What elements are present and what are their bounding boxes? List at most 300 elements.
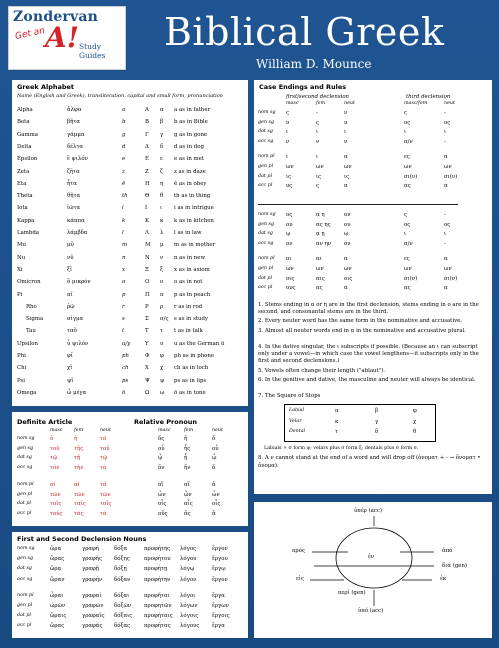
rule-text: Vowels often change their length ("ablaut"). <box>264 367 385 374</box>
case-row-label: dat sg <box>258 129 273 135</box>
alphabet-cell: β <box>160 119 164 126</box>
case-ending: ων <box>344 266 352 272</box>
article-form: τῶν <box>100 491 111 498</box>
relative-form: οἷς <box>158 501 167 507</box>
alphabet-cell: ps <box>122 377 129 384</box>
noun-row-label: gen sg <box>17 556 34 562</box>
alphabet-cell: Delta <box>17 143 32 150</box>
noun-form: προφῆται <box>144 592 170 599</box>
alphabet-cell: th as in thing <box>174 193 211 200</box>
alphabet-cell: p <box>122 291 126 298</box>
case-ending: ι <box>316 129 319 136</box>
case-col-header: neut <box>444 101 455 106</box>
stops-cell: κ <box>335 418 339 425</box>
prep-apo: ἀπό <box>442 548 453 554</box>
case-ending: α/ν <box>404 240 413 247</box>
case-row-label: acc sg <box>258 138 274 144</box>
noun-form: προφήτην <box>144 576 171 583</box>
alphabet-cell: ω <box>160 389 165 396</box>
relative-form: ἅ <box>212 482 216 488</box>
alphabet-cell: Ν <box>145 254 150 261</box>
alphabet-cell: t as in talk <box>174 328 203 335</box>
stops-cell: π <box>335 408 339 415</box>
alphabet-cell: Ω <box>145 389 150 396</box>
alphabet-cell: κάππα <box>67 217 85 224</box>
alphabet-cell: t <box>122 328 125 335</box>
case-ending: ων <box>316 266 324 272</box>
case-ending: ι <box>286 154 289 161</box>
alphabet-cell: r as in rod <box>174 303 203 310</box>
alphabet-cell: l as in law <box>174 230 202 236</box>
case-row-label: nom pl <box>258 154 275 160</box>
relative-form: ᾧ <box>158 455 163 461</box>
alphabet-cell: Mu <box>17 242 26 249</box>
case-ending: ας <box>404 183 411 190</box>
case-ending: ος <box>444 119 451 126</box>
alphabet-cell: Σ <box>145 316 149 323</box>
alphabet-cell: υ <box>160 340 164 347</box>
alphabet-cell: ph as in phone <box>174 353 215 359</box>
rule-text: In the dative singular, the ι subscripts if possible. (Because an ι can subscript only under a vowel—in which case the vowel lengthens—it subscripts only in the first and second declensions.) <box>258 344 479 365</box>
noun-row-label: gen pl <box>17 603 33 608</box>
relative-form: ἅς <box>184 510 191 517</box>
noun-form: ὥραν <box>50 576 65 583</box>
case-group-first-second: first/second declension <box>286 94 350 100</box>
prep-dia: διά (gen) <box>442 563 468 569</box>
case-ending: ῳ <box>286 231 291 238</box>
alphabet-cell: ῥῶ <box>67 303 75 310</box>
relative-form: αἵ <box>184 482 190 488</box>
case-ending: ν <box>344 138 348 145</box>
noun-form: ἔργον <box>212 546 228 552</box>
article-row-label: acc pl <box>17 510 32 516</box>
rule-number: 8. <box>258 455 265 462</box>
alphabet-cell: e <box>122 156 126 163</box>
relative-form: ἥν <box>184 464 191 471</box>
prep-hyper: ὑπέρ (acc) <box>354 508 382 514</box>
case-ending: ος <box>444 221 451 228</box>
relative-form: ἥ <box>184 436 188 442</box>
case-ending: ι <box>286 129 289 136</box>
alphabet-cell: ἰῶτα <box>67 205 81 212</box>
page-title: Biblical Greek <box>164 10 445 54</box>
noun-form: γραφαί <box>82 592 102 599</box>
relative-col-header: masc <box>158 428 171 433</box>
noun-form: ἔργῳ <box>212 566 226 573</box>
case-ending: α η <box>316 212 325 218</box>
case-ending: ι <box>344 129 347 136</box>
nouns-panel <box>12 532 248 638</box>
case-endings-panel <box>254 80 492 494</box>
article-form: τῇ <box>74 455 81 461</box>
alphabet-cell: Δ <box>145 143 149 150</box>
alphabet-cell: Kappa <box>17 217 35 224</box>
stops-cell: Labial <box>289 408 305 414</box>
noun-form: γραφῇ <box>82 566 100 573</box>
alphabet-cell: λάμβδα <box>67 230 88 236</box>
case-ending: - <box>444 240 446 247</box>
noun-form: γραφή <box>82 546 100 552</box>
alphabet-cell: n as in new <box>174 254 206 261</box>
rule-item <box>258 344 486 366</box>
alphabet-cell: Beta <box>17 119 30 126</box>
case-row-label: acc pl <box>258 285 273 291</box>
alphabet-cell: Κ <box>145 217 150 224</box>
case-row-label: acc pl <box>258 183 273 189</box>
relative-form: ἅ <box>212 510 216 517</box>
article-form: τήν <box>74 464 84 471</box>
case-row-label: gen pl <box>258 266 274 271</box>
alphabet-cell: k <box>122 217 126 224</box>
noun-form: δόξα <box>114 546 128 552</box>
noun-form: δόξας <box>114 623 131 630</box>
relative-form: οὕς <box>158 510 168 517</box>
case-ending: υ <box>344 119 348 126</box>
noun-row-label: acc pl <box>17 623 32 629</box>
alphabet-cell: ζῆτα <box>67 168 80 175</box>
alphabet-cell: Μ <box>145 242 151 249</box>
alphabet-cell: d <box>122 143 126 150</box>
case-ending: ας <box>316 285 323 292</box>
case-ending: ων <box>444 164 452 170</box>
case-ending: ες <box>404 256 410 263</box>
case-ending: ς <box>316 183 320 190</box>
alphabet-cell: th <box>122 193 128 200</box>
noun-form: ἔργον <box>212 576 228 583</box>
case-col-header: fem <box>316 101 326 106</box>
alphabet-cell: ps as in lips <box>174 377 207 384</box>
alphabet-cell: πῖ <box>67 291 73 298</box>
case-ending: ες <box>404 154 410 161</box>
article-form: τοῖς <box>100 501 112 507</box>
case-ending: ου <box>344 221 351 228</box>
case-ending: οις <box>286 275 295 282</box>
rule-number: 7. <box>258 393 265 400</box>
stops-cell: φ <box>413 408 417 415</box>
article-row-label: dat sg <box>17 455 32 460</box>
article-form: τῶν <box>50 491 61 498</box>
case-ending: ους <box>286 285 296 292</box>
noun-form: προφητῶν <box>144 603 172 609</box>
case-col-header: neut <box>344 101 355 106</box>
noun-form: γραφαῖς <box>82 613 105 620</box>
rule-text: A ν cannot stand at the end of a word and will drop off (ὀνοματ + - → ὄνοματ • ὄνομα). <box>258 455 481 469</box>
article-form: τούς <box>50 510 63 517</box>
case-ending: ι <box>404 231 407 238</box>
rule-text: In the genitive and dative, the masculine and neuter will always be identical. <box>264 376 476 383</box>
case-ending: ων <box>444 266 452 272</box>
article-form: ταῖς <box>74 501 86 507</box>
alphabet-cell: a as in father <box>174 107 211 113</box>
alphabet-cell: Lambda <box>17 230 40 236</box>
stops-cell: θ <box>413 429 417 436</box>
noun-form: δοξῶν <box>114 603 132 609</box>
case-ending: σι(ν) <box>444 275 458 282</box>
case-ending: ας <box>404 285 411 292</box>
alphabet-cell: ō <box>122 389 126 396</box>
alphabet-cell: l <box>122 230 124 236</box>
case-ending: α <box>444 183 448 190</box>
noun-form: ἔργοις <box>212 613 230 620</box>
relative-form: ὧν <box>184 491 192 498</box>
alphabet-cell: βῆτα <box>67 119 80 126</box>
nouns-title: First and Second Declension Nouns <box>17 535 147 543</box>
case-ending: ις <box>344 173 350 180</box>
case-ending: - <box>444 110 446 116</box>
greek-alphabet-panel <box>12 80 248 406</box>
noun-form: ὥρας <box>50 623 65 630</box>
relative-col-header: neut <box>212 428 223 433</box>
article-pronoun-panel <box>12 412 248 526</box>
case-ending: ς <box>316 119 320 126</box>
rule-item <box>258 455 486 469</box>
alphabet-cell: Tau <box>26 328 36 335</box>
relative-col-header: fem <box>184 428 194 433</box>
noun-form: ὥρᾳ <box>50 566 62 573</box>
alphabet-cell: Rho <box>26 303 37 310</box>
article-row-label: nom pl <box>17 482 34 487</box>
alphabet-cell: Chi <box>17 365 27 372</box>
case-ending: ς <box>404 110 408 116</box>
case-ending: οις <box>344 275 353 282</box>
relative-form: αἷς <box>184 501 193 507</box>
article-form: τῷ <box>50 455 58 461</box>
alphabet-cell: Gamma <box>17 131 38 138</box>
alphabet-cell: Β <box>145 119 149 126</box>
noun-form: ὥραις <box>50 613 67 620</box>
prep-peri: περί (gen) <box>338 590 366 596</box>
alphabet-cell: ō as in tone <box>174 389 206 396</box>
noun-form: ὥρας <box>50 556 65 563</box>
case-group-third: third declension <box>406 94 451 100</box>
alphabet-cell: Psi <box>17 377 25 384</box>
alphabet-cell: Α <box>145 107 149 113</box>
case-ending: υ <box>286 119 290 126</box>
case-ending: ον <box>344 212 351 218</box>
alphabet-cell: δέλτα <box>67 143 84 150</box>
article-form: τάς <box>74 510 84 517</box>
stops-cell: δ <box>375 429 379 436</box>
prep-eis: εἰς <box>296 576 304 582</box>
alphabet-cell: ρ <box>160 303 164 310</box>
logo-a: A! <box>45 21 80 54</box>
alphabet-cell: i as in intrigue <box>174 205 214 212</box>
case-ending: ος <box>404 119 411 126</box>
noun-form: λόγοι <box>180 592 196 599</box>
alphabet-cell: Υ <box>145 340 149 347</box>
alphabet-cell: e as in met <box>174 156 204 163</box>
alphabet-cell: μῦ <box>67 242 74 249</box>
logo-get-an: Get an <box>14 25 46 43</box>
case-ending: σι(ν) <box>404 275 418 282</box>
rule-item <box>258 328 486 335</box>
alphabet-cell: τ <box>160 328 163 335</box>
case-ending: ν <box>344 110 348 116</box>
rule-item <box>258 368 486 375</box>
case-ending: ος <box>404 221 411 228</box>
noun-form: ὥρα <box>50 546 62 552</box>
alphabet-cell: Iota <box>17 205 28 212</box>
article-row-label: gen pl <box>17 491 33 497</box>
relative-form: οὗ <box>212 445 219 452</box>
relative-form: ὧν <box>158 491 166 498</box>
noun-form: ἔργων <box>212 603 229 609</box>
article-row-label: nom sg <box>17 436 35 441</box>
alphabet-cell: u as the German ü <box>174 340 225 347</box>
case-ending: οι <box>286 256 292 263</box>
article-col-header: fem <box>74 428 84 433</box>
alphabet-cell: ἦτα <box>67 180 77 187</box>
case-ending: ς <box>404 212 408 218</box>
alphabet-cell: Ψ <box>145 377 150 384</box>
case-ending: α <box>344 183 348 190</box>
noun-row-label: acc sg <box>17 576 33 582</box>
rule-item <box>258 318 486 325</box>
alphabet-cell: ν <box>160 254 164 261</box>
noun-form: λόγῳ <box>180 566 195 573</box>
case-ending: ον <box>286 240 293 247</box>
alphabet-cell: Eta <box>17 180 27 187</box>
alphabet-cell: σίγμα <box>67 316 84 323</box>
noun-form: γραφήν <box>82 576 103 583</box>
prep-hypo: ὑπό (acc) <box>358 608 384 614</box>
article-form: τό <box>100 464 107 471</box>
alphabet-cell: d as in dog <box>174 143 204 150</box>
relative-pronoun-title: Relative Pronoun <box>134 418 198 426</box>
noun-form: ἔργου <box>212 556 228 563</box>
alphabet-cell: u/y <box>122 340 131 347</box>
article-row-label: gen sg <box>17 445 34 451</box>
case-ending: ι <box>404 129 407 136</box>
alphabet-cell: Γ <box>145 131 149 138</box>
noun-form: προφήτης <box>144 546 171 552</box>
noun-row-label: nom pl <box>17 592 34 598</box>
rule-text: Every neuter word has the same form in the nominative and accusative. <box>264 318 463 325</box>
alphabet-cell: m as in mother <box>174 242 216 249</box>
case-ending: α/ν <box>404 138 413 145</box>
alphabet-cell: ch as in loch <box>174 365 209 372</box>
stops-cell: Velar <box>289 418 302 424</box>
alphabet-cell: μ <box>160 242 164 249</box>
case-ending: ου <box>286 221 293 228</box>
alphabet-cell: Sigma <box>26 316 44 323</box>
relative-form: οὗ <box>158 445 165 452</box>
alphabet-cell: Ζ <box>145 168 149 175</box>
alphabet-cell: i <box>122 205 124 212</box>
noun-form: λόγων <box>180 603 198 609</box>
noun-row-label: dat pl <box>17 613 31 619</box>
alphabet-cell: η <box>160 180 164 187</box>
alphabet-cell: π <box>160 291 164 298</box>
article-form: τά <box>100 482 107 488</box>
stops-cell: Dental <box>289 429 306 435</box>
case-ending: ων <box>316 164 324 170</box>
alphabet-cell: Λ <box>145 230 149 236</box>
case-col-header: masc/fem <box>404 101 428 106</box>
prepositions-panel <box>254 502 492 638</box>
alphabet-cell: Η <box>145 180 150 187</box>
case-ending: ᾳ ῃ <box>316 231 325 238</box>
noun-form: ὧραι <box>50 592 64 599</box>
alphabet-cell: g as in gone <box>174 131 208 138</box>
alphabet-cell: b <box>122 119 126 126</box>
prep-ek: ἐκ <box>440 576 447 582</box>
case-ending: ι <box>316 154 319 161</box>
article-form: οἱ <box>50 482 56 488</box>
case-ending: ον <box>344 240 351 247</box>
rule-number: 2. <box>258 318 265 325</box>
alphabet-cell: φῖ <box>67 353 73 359</box>
alphabet-cell: θ <box>160 193 164 200</box>
case-row-label: dat pl <box>258 173 272 179</box>
relative-form: ἧς <box>184 445 191 452</box>
alphabet-cell: Nu <box>17 254 26 261</box>
prep-pros: πρός <box>292 548 305 554</box>
alphabet-cell: z <box>122 168 125 175</box>
alphabet-cell: ο <box>160 279 164 286</box>
alphabet-cell: λ <box>160 230 164 236</box>
alphabet-cell: Χ <box>145 365 149 372</box>
case-ending: α <box>344 285 348 292</box>
logo-brand: Zondervan <box>13 9 98 25</box>
rule-number: 4. <box>258 344 265 350</box>
alphabet-cell: ε <box>160 156 163 163</box>
alphabet-cell: Phi <box>17 353 26 359</box>
noun-form: δόξαις <box>114 613 133 620</box>
alphabet-cell: Theta <box>17 193 33 200</box>
alphabet-cell: ψῖ <box>67 377 74 384</box>
relative-form: οἷς <box>212 501 221 507</box>
stops-cell: γ <box>375 418 379 425</box>
author-name: William D. Mounce <box>256 57 372 71</box>
alphabet-cell: r <box>122 303 125 310</box>
case-ending: ων <box>404 266 412 272</box>
alphabet-cell: ph <box>122 353 129 359</box>
alphabet-cell: x as in axiom <box>174 266 210 273</box>
case-ending: ις <box>316 173 322 180</box>
preposition-diagram <box>254 502 492 638</box>
case-endings-title: Case Endings and Rules <box>259 83 347 91</box>
noun-form: προφήτου <box>144 556 171 563</box>
alphabet-cell: γάμμα <box>67 131 85 138</box>
rule-number: 3. <box>258 327 265 334</box>
case-row-label: dat sg <box>258 231 273 237</box>
alphabet-cell: ι <box>160 205 163 212</box>
alphabet-cell: k as in kitchen <box>174 217 214 224</box>
alphabet-cell: s <box>122 316 125 323</box>
alphabet-cell: ch <box>122 365 129 372</box>
alphabet-cell: σ/ς <box>160 316 169 323</box>
case-ending: ν <box>316 138 320 145</box>
alphabet-cell: ἄλφα <box>67 107 82 113</box>
case-row-label: gen pl <box>258 164 274 169</box>
noun-form: δόξῃ <box>114 566 127 573</box>
alphabet-cell: Zeta <box>17 168 30 175</box>
alphabet-cell: ἒ ψιλόν <box>67 156 88 163</box>
publisher-logo <box>8 6 126 70</box>
article-form: ἡ <box>74 436 78 442</box>
case-ending: ι <box>444 129 447 136</box>
alphabet-subtitle: Name (English and Greek), transliteration, capital and small form, pronunciation <box>17 93 223 99</box>
case-ending: - <box>444 212 446 218</box>
article-form: τῶν <box>74 491 85 498</box>
stops-cell: τ <box>335 429 338 436</box>
alphabet-cell: x <box>122 266 126 273</box>
case-row-label: gen sg <box>258 221 275 227</box>
alphabet-cell: ē <box>122 180 126 187</box>
alphabet-cell: νῦ <box>67 254 74 261</box>
rule-text: The Square of Stops <box>264 393 321 400</box>
